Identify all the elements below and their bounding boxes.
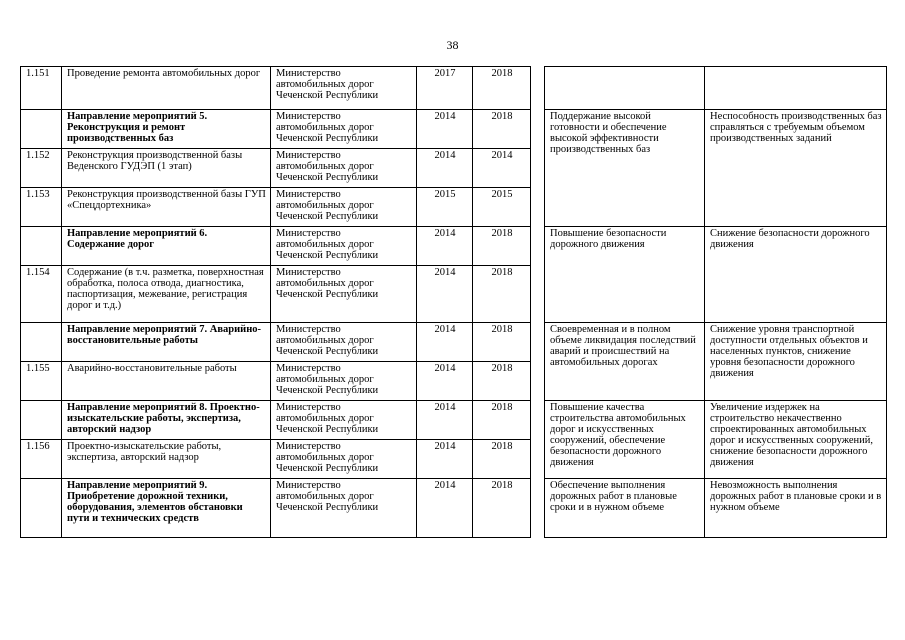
row-number: 1.154	[21, 266, 62, 323]
expected-result: Своевременная и в полном объеме ликвидация последствий аварий и происшествий на автомобильных дорогах	[545, 323, 705, 401]
row-number: 1.151	[21, 67, 62, 110]
risk-consequence: Невозможность выполнения дорожных работ в плановые сроки и в нужном объеме	[705, 479, 887, 538]
start-year: 2014	[417, 323, 473, 362]
executor: Министерство автомобильных дорог Чеченской Республики	[271, 67, 417, 110]
executor: Министерство автомобильных дорог Чеченской Республики	[271, 323, 417, 362]
table-row	[21, 323, 887, 362]
executor: Министерство автомобильных дорог Чеченской Республики	[271, 440, 417, 479]
row-number	[21, 323, 62, 362]
measure-name: Содержание (в т.ч. разметка, поверхностная обработка, полоса отвода, диагностика, паспортизация, межевание, регистрация дорог и т.д.)	[62, 266, 271, 323]
measure-direction: Направление мероприятий 7. Аварийно-восстановительные работы	[62, 323, 271, 362]
expected-result: Поддержание высокой готовности и обеспечение высокой эффективности производственных баз	[545, 110, 705, 227]
start-year: 2017	[417, 67, 473, 110]
executor: Министерство автомобильных дорог Чеченской Республики	[271, 188, 417, 227]
row-number	[21, 227, 62, 266]
start-year: 2014	[417, 149, 473, 188]
measure-name: Аварийно-восстановительные работы	[62, 362, 271, 401]
expected-result: Обеспечение выполнения дорожных работ в плановые сроки и в нужном объеме	[545, 479, 705, 538]
row-number	[21, 110, 62, 149]
column-gap	[531, 67, 545, 538]
table-row	[21, 227, 887, 266]
start-year: 2014	[417, 110, 473, 149]
end-year: 2018	[473, 110, 531, 149]
expected-result	[545, 67, 705, 110]
start-year: 2014	[417, 440, 473, 479]
measure-direction: Направление мероприятий 6. Содержание дорог	[62, 227, 271, 266]
end-year: 2018	[473, 227, 531, 266]
executor: Министерство автомобильных дорог Чеченской Республики	[271, 149, 417, 188]
page-number: 38	[446, 38, 459, 52]
measure-name: Проектно-изыскательские работы, экспертиза, авторский надзор	[62, 440, 271, 479]
executor: Министерство автомобильных дорог Чеченской Республики	[271, 227, 417, 266]
executor: Министерство автомобильных дорог Чеченской Республики	[271, 266, 417, 323]
table-row	[21, 401, 887, 440]
row-number	[21, 479, 62, 538]
executor: Министерство автомобильных дорог Чеченской Республики	[271, 479, 417, 538]
risk-consequence: Увеличение издержек на строительство некачественно спроектированных автомобильных дорог и искусственных сооружений, снижение безопасности дорожного движения	[705, 401, 887, 479]
table-row	[21, 67, 887, 110]
row-number: 1.156	[21, 440, 62, 479]
row-number	[21, 401, 62, 440]
risk-consequence: Неспособность производственных баз справляться с требуемым объемом производственных заданий	[705, 110, 887, 227]
end-year: 2018	[473, 67, 531, 110]
measure-direction: Направление мероприятий 8. Проектно-изыскательские работы, экспертиза, авторский надзор	[62, 401, 271, 440]
row-number: 1.155	[21, 362, 62, 401]
end-year: 2015	[473, 188, 531, 227]
start-year: 2015	[417, 188, 473, 227]
end-year: 2014	[473, 149, 531, 188]
risk-consequence: Снижение безопасности дорожного движения	[705, 227, 887, 323]
end-year: 2018	[473, 362, 531, 401]
risk-consequence: Снижение уровня транспортной доступности отдельных объектов и населенных пунктов, снижение уровня безопасности дорожного движения	[705, 323, 887, 401]
measure-name: Реконструкция производственной базы ГУП «Спецдортехника»	[62, 188, 271, 227]
end-year: 2018	[473, 266, 531, 323]
expected-result: Повышение качества строительства автомобильных дорог и искусственных сооружений, обеспечение безопасности дорожного движения	[545, 401, 705, 479]
end-year: 2018	[473, 323, 531, 362]
executor: Министерство автомобильных дорог Чеченской Республики	[271, 362, 417, 401]
start-year: 2014	[417, 401, 473, 440]
executor: Министерство автомобильных дорог Чеченской Республики	[271, 110, 417, 149]
row-number: 1.152	[21, 149, 62, 188]
end-year: 2018	[473, 401, 531, 440]
end-year: 2018	[473, 440, 531, 479]
measure-direction: Направление мероприятий 9. Приобретение дорожной техники, оборудования, элементов обстановки пути и технических средств	[62, 479, 271, 538]
measures-table	[20, 66, 887, 538]
start-year: 2014	[417, 362, 473, 401]
start-year: 2014	[417, 266, 473, 323]
end-year: 2018	[473, 479, 531, 538]
table-row	[21, 479, 887, 538]
executor: Министерство автомобильных дорог Чеченской Республики	[271, 401, 417, 440]
start-year: 2014	[417, 227, 473, 266]
risk-consequence	[705, 67, 887, 110]
start-year: 2014	[417, 479, 473, 538]
expected-result: Повышение безопасности дорожного движения	[545, 227, 705, 323]
table-row	[21, 110, 887, 149]
row-number: 1.153	[21, 188, 62, 227]
measure-direction: Направление мероприятий 5. Реконструкция и ремонт производственных баз	[62, 110, 271, 149]
measure-name: Реконструкция производственной базы Веденского ГУДЭП (1 этап)	[62, 149, 271, 188]
measure-name: Проведение ремонта автомобильных дорог	[62, 67, 271, 110]
